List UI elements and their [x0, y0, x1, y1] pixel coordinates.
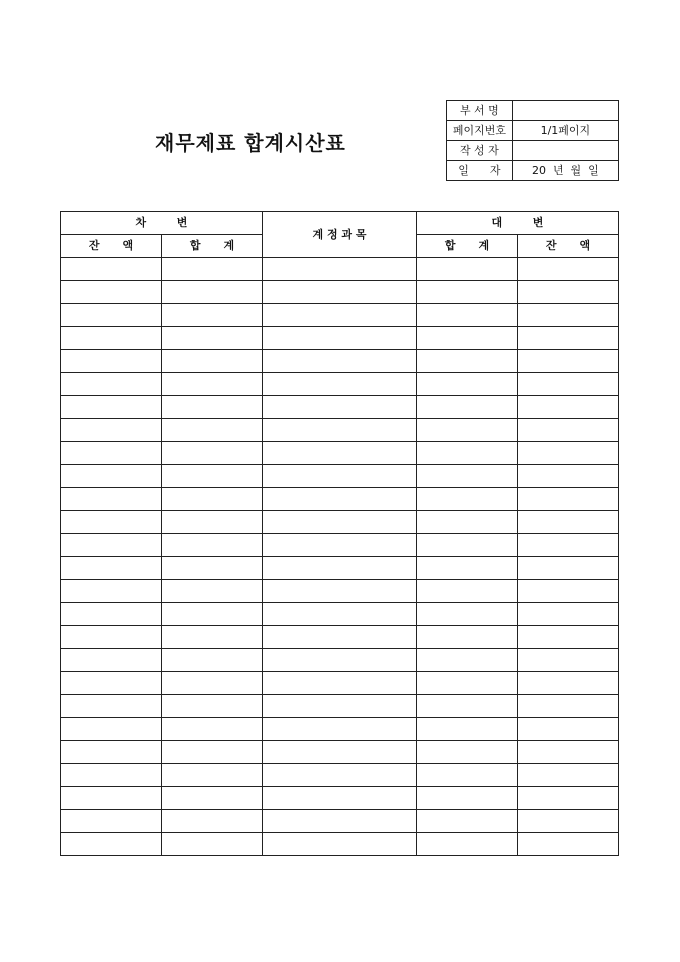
debit-balance-cell[interactable] [61, 396, 162, 419]
debit-header: 차 변 [61, 212, 263, 235]
table-row [61, 833, 619, 856]
credit-balance-cell[interactable] [518, 327, 619, 350]
debit-balance-cell[interactable] [61, 258, 162, 281]
debit-balance-cell[interactable] [61, 649, 162, 672]
debit-balance-cell[interactable] [61, 833, 162, 856]
account-cell[interactable] [263, 580, 417, 603]
header-row-top [61, 212, 619, 235]
credit-total-cell[interactable] [417, 787, 518, 810]
debit-total-cell[interactable] [162, 810, 263, 833]
credit-balance-cell[interactable] [518, 626, 619, 649]
table-row [61, 603, 619, 626]
debit-balance-cell[interactable] [61, 718, 162, 741]
table-row [61, 810, 619, 833]
account-cell[interactable] [263, 626, 417, 649]
debit-balance-cell[interactable] [61, 511, 162, 534]
credit-balance-cell[interactable] [518, 603, 619, 626]
debit-balance-cell[interactable] [61, 488, 162, 511]
credit-total-cell[interactable] [417, 649, 518, 672]
table-row [61, 764, 619, 787]
credit-total-cell[interactable] [417, 833, 518, 856]
info-row-date [447, 161, 619, 181]
debit-balance-cell[interactable] [61, 672, 162, 695]
table-row [61, 649, 619, 672]
debit-balance-cell[interactable] [61, 626, 162, 649]
account-cell[interactable] [263, 396, 417, 419]
credit-total-header: 합 계 [417, 235, 518, 258]
info-row-author [447, 141, 619, 161]
credit-balance-cell[interactable] [518, 304, 619, 327]
credit-total-cell[interactable] [417, 764, 518, 787]
debit-total-cell[interactable] [162, 833, 263, 856]
debit-total-cell[interactable] [162, 672, 263, 695]
account-cell[interactable] [263, 350, 417, 373]
credit-balance-cell[interactable] [518, 488, 619, 511]
credit-total-cell[interactable] [417, 672, 518, 695]
table-row [61, 327, 619, 350]
debit-total-cell[interactable] [162, 718, 263, 741]
credit-total-cell[interactable] [417, 718, 518, 741]
debit-balance-cell[interactable] [61, 419, 162, 442]
debit-balance-cell[interactable] [61, 281, 162, 304]
credit-balance-cell[interactable] [518, 511, 619, 534]
account-cell[interactable] [263, 557, 417, 580]
table-row [61, 787, 619, 810]
credit-total-cell[interactable] [417, 741, 518, 764]
account-cell[interactable] [263, 465, 417, 488]
credit-total-cell[interactable] [417, 810, 518, 833]
trial-balance-table [60, 211, 619, 856]
document-title: 재무제표 합계시산표 [155, 131, 346, 155]
debit-total-cell[interactable] [162, 465, 263, 488]
table-row [61, 304, 619, 327]
debit-total-cell[interactable] [162, 304, 263, 327]
table-row [61, 695, 619, 718]
credit-total-cell[interactable] [417, 626, 518, 649]
debit-total-cell[interactable] [162, 373, 263, 396]
account-cell[interactable] [263, 304, 417, 327]
table-row [61, 741, 619, 764]
debit-balance-cell[interactable] [61, 350, 162, 373]
account-cell[interactable] [263, 672, 417, 695]
table-row [61, 511, 619, 534]
account-cell[interactable] [263, 718, 417, 741]
debit-total-cell[interactable] [162, 258, 263, 281]
credit-total-cell[interactable] [417, 419, 518, 442]
credit-balance-cell[interactable] [518, 695, 619, 718]
debit-balance-cell[interactable] [61, 810, 162, 833]
table-row [61, 419, 619, 442]
debit-balance-cell[interactable] [61, 741, 162, 764]
credit-total-cell[interactable] [417, 557, 518, 580]
account-cell[interactable] [263, 511, 417, 534]
debit-balance-cell[interactable] [61, 534, 162, 557]
table-row [61, 442, 619, 465]
account-cell[interactable] [263, 764, 417, 787]
author-label: 작 성 자 [447, 141, 513, 161]
debit-balance-cell[interactable] [61, 373, 162, 396]
credit-total-cell[interactable] [417, 304, 518, 327]
credit-balance-cell[interactable] [518, 419, 619, 442]
debit-balance-cell[interactable] [61, 764, 162, 787]
account-cell[interactable] [263, 442, 417, 465]
credit-balance-cell[interactable] [518, 396, 619, 419]
credit-total-cell[interactable] [417, 373, 518, 396]
credit-balance-cell[interactable] [518, 718, 619, 741]
credit-total-cell[interactable] [417, 695, 518, 718]
account-cell[interactable] [263, 810, 417, 833]
page-label: 페이지번호 [447, 121, 513, 141]
credit-header: 대 변 [417, 212, 619, 235]
credit-total-cell[interactable] [417, 580, 518, 603]
table-row [61, 373, 619, 396]
account-cell[interactable] [263, 327, 417, 350]
debit-total-cell[interactable] [162, 603, 263, 626]
debit-total-cell[interactable] [162, 787, 263, 810]
info-row-dept [447, 101, 619, 121]
date-value[interactable]: 20 년 월 일 [512, 161, 618, 181]
debit-total-cell[interactable] [162, 396, 263, 419]
credit-balance-cell[interactable] [518, 787, 619, 810]
account-cell[interactable] [263, 258, 417, 281]
credit-total-cell[interactable] [417, 281, 518, 304]
table-row [61, 580, 619, 603]
debit-total-cell[interactable] [162, 419, 263, 442]
credit-total-cell[interactable] [417, 350, 518, 373]
dept-value[interactable] [512, 101, 618, 121]
credit-balance-cell[interactable] [518, 465, 619, 488]
credit-balance-cell[interactable] [518, 810, 619, 833]
debit-balance-cell[interactable] [61, 787, 162, 810]
table-row [61, 465, 619, 488]
credit-balance-cell[interactable] [518, 672, 619, 695]
credit-total-cell[interactable] [417, 442, 518, 465]
account-cell[interactable] [263, 281, 417, 304]
debit-total-cell[interactable] [162, 327, 263, 350]
table-row [61, 350, 619, 373]
credit-total-cell[interactable] [417, 327, 518, 350]
page-value[interactable]: 1/1페이지 [512, 121, 618, 141]
debit-total-cell[interactable] [162, 281, 263, 304]
debit-total-cell[interactable] [162, 649, 263, 672]
date-label: 일 자 [447, 161, 513, 181]
debit-total-cell[interactable] [162, 626, 263, 649]
debit-balance-cell[interactable] [61, 695, 162, 718]
debit-total-cell[interactable] [162, 350, 263, 373]
credit-balance-header: 잔 액 [518, 235, 619, 258]
account-cell[interactable] [263, 741, 417, 764]
credit-balance-cell[interactable] [518, 258, 619, 281]
debit-balance-cell[interactable] [61, 557, 162, 580]
table-row [61, 258, 619, 281]
credit-total-cell[interactable] [417, 488, 518, 511]
account-cell[interactable] [263, 649, 417, 672]
table-row [61, 626, 619, 649]
debit-balance-cell[interactable] [61, 465, 162, 488]
credit-balance-cell[interactable] [518, 442, 619, 465]
debit-total-cell[interactable] [162, 764, 263, 787]
debit-total-cell[interactable] [162, 695, 263, 718]
debit-total-cell[interactable] [162, 557, 263, 580]
debit-balance-cell[interactable] [61, 580, 162, 603]
debit-total-cell[interactable] [162, 488, 263, 511]
table-row [61, 534, 619, 557]
debit-total-header: 합 계 [162, 235, 263, 258]
debit-total-cell[interactable] [162, 511, 263, 534]
account-cell[interactable] [263, 833, 417, 856]
credit-balance-cell[interactable] [518, 833, 619, 856]
debit-balance-header: 잔 액 [61, 235, 162, 258]
debit-total-cell[interactable] [162, 741, 263, 764]
debit-balance-cell[interactable] [61, 442, 162, 465]
debit-balance-cell[interactable] [61, 603, 162, 626]
debit-balance-cell[interactable] [61, 327, 162, 350]
account-cell[interactable] [263, 419, 417, 442]
credit-balance-cell[interactable] [518, 557, 619, 580]
credit-total-cell[interactable] [417, 258, 518, 281]
credit-total-cell[interactable] [417, 465, 518, 488]
table-row [61, 718, 619, 741]
dept-label: 부 서 명 [447, 101, 513, 121]
info-row-page [447, 121, 619, 141]
credit-balance-cell[interactable] [518, 764, 619, 787]
credit-total-cell[interactable] [417, 534, 518, 557]
table-row [61, 488, 619, 511]
account-cell[interactable] [263, 488, 417, 511]
credit-balance-cell[interactable] [518, 580, 619, 603]
table-row [61, 281, 619, 304]
credit-total-cell[interactable] [417, 603, 518, 626]
credit-balance-cell[interactable] [518, 281, 619, 304]
credit-total-cell[interactable] [417, 396, 518, 419]
debit-total-cell[interactable] [162, 442, 263, 465]
credit-balance-cell[interactable] [518, 649, 619, 672]
account-cell[interactable] [263, 534, 417, 557]
table-row [61, 396, 619, 419]
account-cell[interactable] [263, 695, 417, 718]
credit-balance-cell[interactable] [518, 350, 619, 373]
credit-balance-cell[interactable] [518, 741, 619, 764]
author-value[interactable] [512, 141, 618, 161]
credit-balance-cell[interactable] [518, 534, 619, 557]
account-cell[interactable] [263, 373, 417, 396]
credit-total-cell[interactable] [417, 511, 518, 534]
debit-total-cell[interactable] [162, 534, 263, 557]
debit-total-cell[interactable] [162, 580, 263, 603]
info-table [446, 100, 619, 181]
table-row [61, 672, 619, 695]
account-header: 계 정 과 목 [263, 212, 417, 258]
credit-balance-cell[interactable] [518, 373, 619, 396]
debit-balance-cell[interactable] [61, 304, 162, 327]
account-cell[interactable] [263, 787, 417, 810]
table-body [61, 258, 619, 856]
table-row [61, 557, 619, 580]
account-cell[interactable] [263, 603, 417, 626]
